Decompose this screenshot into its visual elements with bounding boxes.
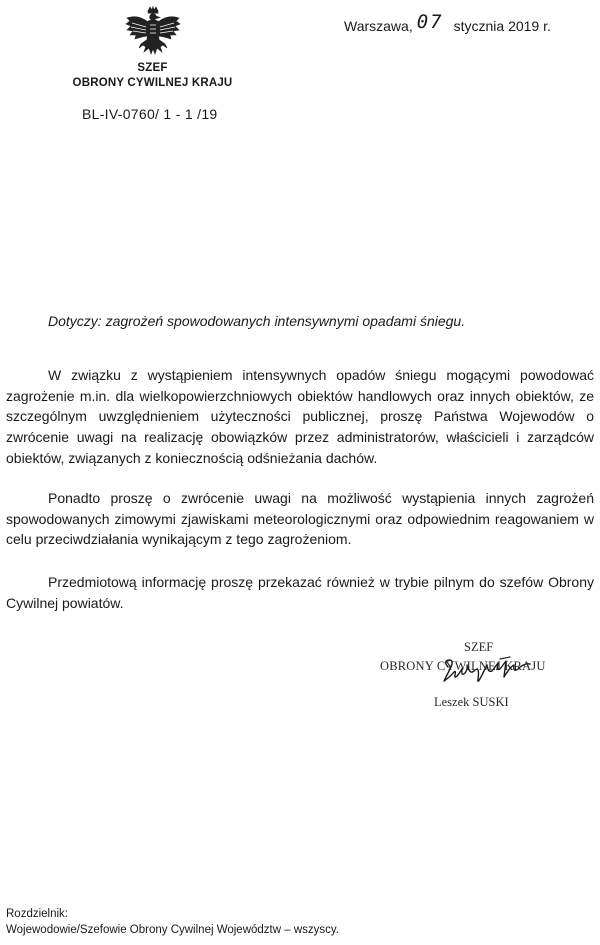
body-paragraph-2 [6,488,594,550]
paragraph-text: Przedmiotową informację proszę przekazać również w trybie pilnym do szefów Obrony Cywilnej powiatów. [6,574,594,611]
date-month-year: stycznia 2019 r. [453,18,551,34]
signatory-name: Leszek SUSKI [434,695,509,709]
body-paragraph-3 [6,572,594,613]
signature-organization: OBRONY CYWILNEJ KRAJU [380,659,546,673]
date-day-handwritten: 07 [416,11,444,33]
reference-number: BL-IV-0760/ 1 - 1 /19 [82,106,218,122]
organization-title: SZEF [137,62,168,74]
date-city: Warszawa, [344,18,413,34]
organization-name: OBRONY CYWILNEJ KRAJU [72,77,233,89]
paragraph-text: W związku z wystąpieniem intensywnych opadów śniegu mogącymi powodować zagrożenie m.in. dla wielkopowierzchniowych obiektów handlowych oraz innych obiektów, ze szczególnym uwzględnieniem użyteczności publicznej, proszę Państwa Wojewodów o zwrócenie uwagi na realizację obowiązków przez administratorów, właścicieli i zarządców obiektów, związanych z koniecznością odśnieżania dachów. [6,367,594,466]
body-paragraph-1 [6,365,594,469]
distribution-recipients: Wojewodowie/Szefowie Obrony Cywilnej Województw – wszyscy. [6,924,339,936]
dateline [344,11,551,36]
eagle-emblem-icon [124,6,182,68]
subject-line: Dotyczy: zagrożeń spowodowanych intensywnymi opadami śniegu. [48,313,466,329]
handwritten-signature [440,655,545,691]
paragraph-text: Ponadto proszę o zwrócenie uwagi na możliwość wystąpienia innych zagrożeń spowodowanych zimowymi zjawiskami meteorologicznymi oraz odpowiednim reagowaniem w celu przeciwdziałania wynikającym z tego zagrożeniom. [6,490,594,548]
distribution-label: Rozdzielnik: [6,908,68,920]
signature-title: SZEF [464,640,494,654]
